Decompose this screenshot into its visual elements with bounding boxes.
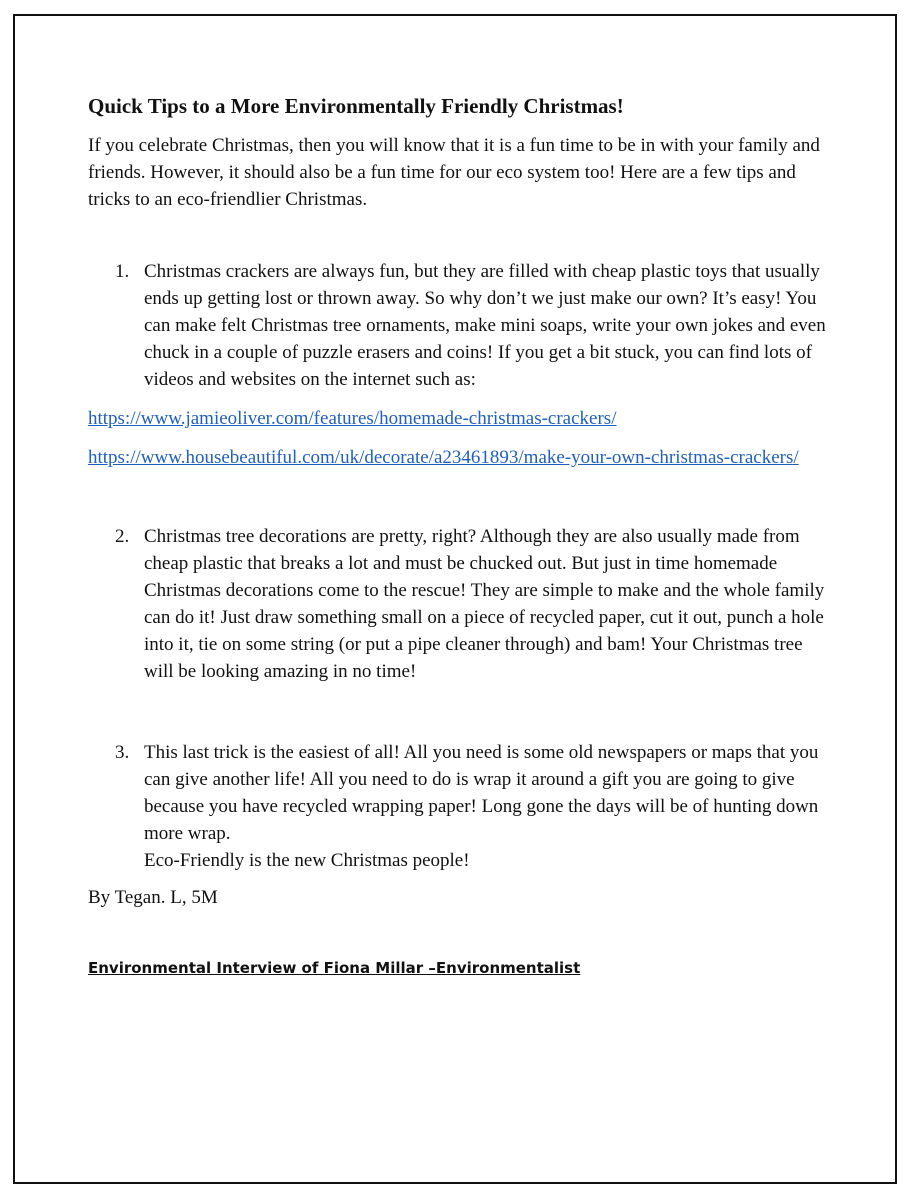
tip-text-1: Christmas crackers are always fun, but they are filled with cheap plastic toys that usually ends up getting lost or thrown away. So why don’t we just make our own? It’s easy! You can make felt Christmas tree ornaments, make mini soaps, write your own jokes and even chuck in a couple of puzzle erasers and coins! If you get a bit stuck, you can find lots of videos and websites on the internet such as: xyxy=(144,261,826,390)
tip-item-1 xyxy=(88,258,828,393)
tip-number-1: 1. xyxy=(115,261,130,282)
byline: By Tegan. L, 5M xyxy=(88,887,218,908)
tip-item-3 xyxy=(88,739,828,874)
interview-heading: Environmental Interview of Fiona Millar –Environmentalist xyxy=(88,959,581,977)
tip-number-3: 3. xyxy=(115,742,130,763)
tip-item-2 xyxy=(88,523,828,685)
document-title: Quick Tips to a More Environmentally Friendly Christmas! xyxy=(88,94,624,118)
tip-text-3: This last trick is the easiest of all! All you need is some old newspapers or maps that you can give another life! All you need to do is wrap it around a gift you are going to give because you have recycled wrapping paper! Long gone the days will be of hunting down more wrap. xyxy=(144,742,819,844)
tip-text-2: Christmas tree decorations are pretty, right? Although they are also usually made from cheap plastic that breaks a lot and must be chucked out. But just in time homemade Christmas decorations come to the rescue! They are simple to make and the whole family can do it! Just draw something small on a piece of recycled paper, cut it out, punch a hole into it, tie on some string (or put a pipe cleaner through) and bam! Your Christmas tree will be looking amazing in no time! xyxy=(144,526,825,682)
link-housebeautiful[interactable]: https://www.housebeautiful.com/uk/decorate/a23461893/make-your-own-christmas-crackers/ xyxy=(88,447,799,468)
tip-number-2: 2. xyxy=(115,526,130,547)
intro-paragraph: If you celebrate Christmas, then you will know that it is a fun time to be in with your family and friends. However, it should also be a fun time for our eco system too! Here are a few tips and tricks to an eco-friendlier Christmas. xyxy=(88,135,820,210)
link-jamieoliver[interactable]: https://www.jamieoliver.com/features/homemade-christmas-crackers/ xyxy=(88,408,617,429)
tip-closing-line: Eco-Friendly is the new Christmas people! xyxy=(144,850,470,871)
document-body xyxy=(88,92,828,979)
